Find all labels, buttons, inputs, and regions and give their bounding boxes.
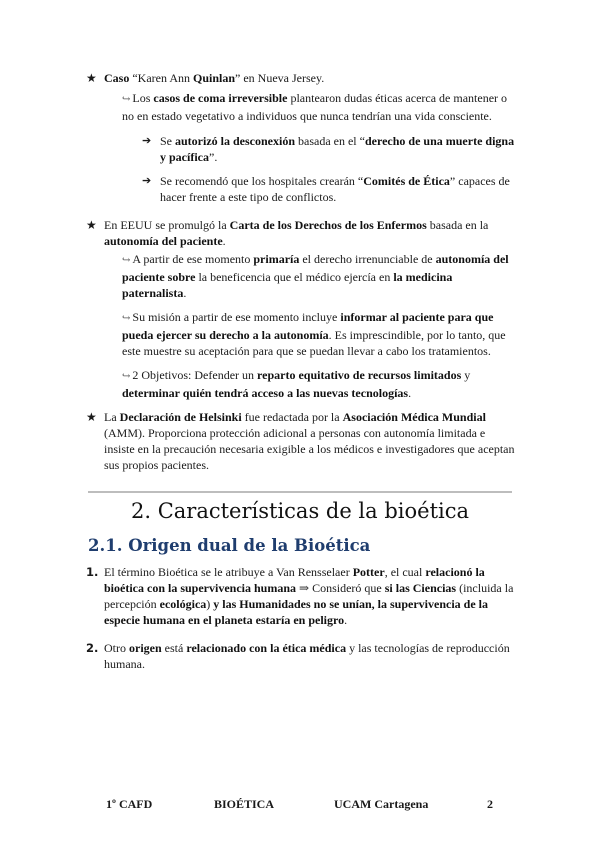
section-divider — [88, 491, 512, 493]
patient-rights-item: En EEUU se promulgó la Carta de los Derechos de los Enfermos basada en la autonomía del paciente. — [104, 218, 489, 248]
star-bullet-icon: ★ — [86, 71, 97, 85]
objectives-paragraph: ↪ 2 Objetivos: Defender un reparto equitativo de recursos limitados y determinar quién tendrá acceso a las nuevas tecnologías. — [122, 368, 471, 400]
arrow-bullet-icon: ➔ — [142, 175, 152, 187]
footer-page-number: 2 — [487, 797, 493, 811]
helsinki-item: La Declaración de Helsinki fue redactada por la Asociación Médica Mundial (AMM). Proporciona protección adicional a personas con autonomía limitada e insiste en la precaución necesaria exigible a los médicos e investigadores que aceptan sus propios pacientes. — [104, 410, 515, 472]
section-title: 2. Características de la bioética — [130, 499, 470, 523]
footer-course: 1º CAFD — [106, 797, 153, 811]
footer-school: UCAM Cartagena — [334, 797, 429, 811]
star-bullet-icon: ★ — [86, 218, 97, 232]
mission-paragraph: ↪ Su misión a partir de ese momento incluye informar al paciente para que pueda ejercer su derecho a la autonomía. Es imprescindible, por lo tanto, que este muestre su aceptación para que se puedan llevar a cabo los tratamientos. — [122, 310, 506, 358]
hook-arrow-icon: ↪ — [122, 255, 131, 266]
quinlan-case-item: Caso “Karen Ann Quinlan” en Nueva Jersey. — [104, 71, 325, 85]
ethics-committees-point: Se recomendó que los hospitales crearán “Comités de Ética” capaces de hacer frente a este tipo de conflictos. — [160, 174, 510, 204]
disconnection-point: Se autorizó la desconexión basada en el “derecho de una muerte digna y pacífica”. — [160, 134, 515, 164]
hook-arrow-icon: ↪ — [122, 371, 131, 382]
medical-origin-item: Otro origen está relacionado con la ética médica y las tecnologías de reproducción humana. — [104, 641, 510, 671]
hook-arrow-icon: ↪ — [122, 94, 131, 105]
autonomy-paragraph: ↪ A partir de ese momento primaría el derecho irrenunciable de autonomía del paciente sobre la beneficencia que el médico ejercía en la medicina paternalista. — [122, 252, 509, 300]
footer-subject: BIOÉTICA — [214, 797, 275, 811]
potter-item: El término Bioética se le atribuye a Van Rensselaer Potter, el cual relacionó la bioética con la supervivencia humana ⇒ Consideró que si las Ciencias (incluida la percepción ecológica) y las Humanidades no se unían, la supervivencia de la especie humana en el planeta estaría en peligro. — [104, 565, 514, 627]
list-number: 1. — [86, 565, 99, 579]
star-bullet-icon: ★ — [86, 410, 97, 424]
coma-cases-paragraph: ↪ Los casos de coma irreversible plantearon dudas éticas acerca de mantener o no en estado vegetativo a individuos que nunca tendrían una vida consciente. — [122, 91, 508, 123]
subsection-title: 2.1. Origen dual de la Bioética — [88, 536, 371, 555]
hook-arrow-icon: ↪ — [122, 313, 131, 324]
list-number: 2. — [86, 641, 99, 655]
arrow-bullet-icon: ➔ — [142, 135, 152, 147]
